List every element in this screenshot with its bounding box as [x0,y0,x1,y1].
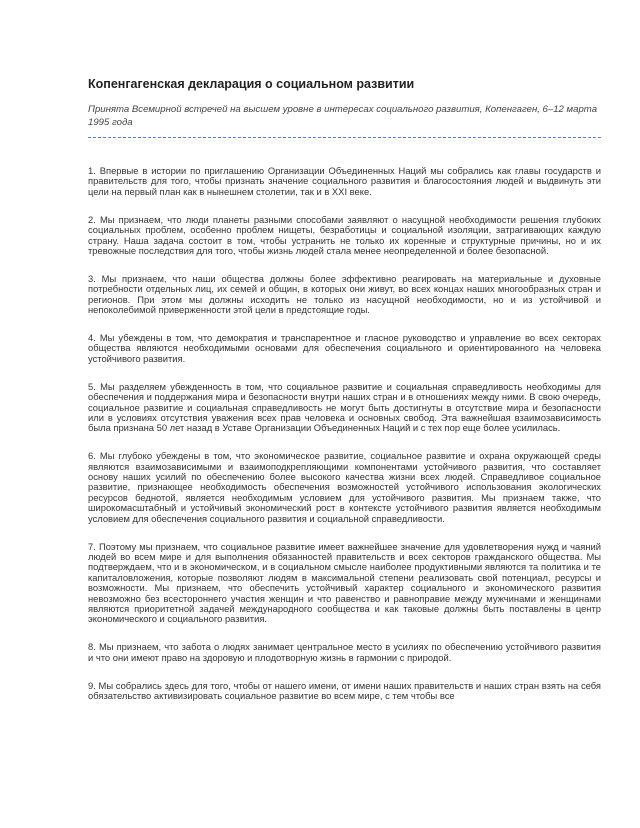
paragraph-3: 3. Мы признаем, что наши общества должны более эффективно реагировать на материальные и духовные потребности отдельных лиц, их семей и общин, в которых они живут, во всех концах наших многообразных стран и регионов. При этом мы должны исходить не только из насущной необходимости, но и из устойчивой и непоколебимой приверженности этой цели в предстоящие годы. [88,272,601,316]
dashed-divider [88,137,601,138]
paragraph-6: 6. Мы глубоко убеждены в том, что экономическое развитие, социальное развитие и охрана окружающей среды являются взаимозависимыми и взаимоподкрепляющими компонентами устойчивого развития, что составляет основу наших усилий по обеспечению более высокого качества жизни всех людей. Справедливое социальное развитие, признающее необходимость обеспечения возможностей устойчивого использования экологических ресурсов беднотой, является необходимым условием для устойчивого развития. Мы признаем также, что широкомасштабный и устойчивый экономический рост в контексте устойчивого развития является необходимым условием для обеспечения социального развития и социальной справедливости. [88,450,601,524]
document-page [88,76,601,719]
paragraph-2: 2. Мы признаем, что люди планеты разными способами заявляют о насущной необходимости решения глубоких социальных проблем, особенно проблем нищеты, безработицы и социальной изоляции, затрагивающих каждую страну. Наша задача состоит в том, чтобы устранить не только их коренные и структурные причины, но и их тревожные последствия для того, чтобы жизнь людей стала менее неопределенной и более безопасной. [88,213,601,256]
paragraph-8: 8. Мы признаем, что забота о людях занимает центральное место в усилиях по обеспечению устойчивого развития и что они имеют право на здоровую и плодотворную жизнь в гармонии с природой. [88,641,601,663]
paragraph-4: 4. Мы убеждены в том, что демократия и транспарентное и гласное руководство и управление во всех секторах общества являются необходимыми основами для обеспечения социального и ориентированного на человека устойчивого развития. [88,331,601,364]
document-subtitle: Принята Всемирной встречей на высшем уровне в интересах социального развития, Копенгаген, 6–12 марта 1995 года [88,104,598,128]
paragraph-7: 7. Поэтому мы признаем, что социальное развитие имеет важнейшее значение для удовлетворения нужд и чаяний людей во всем мире и для выполнения обязанностей правительств и всех секторов гражданского общества. Мы подтверждаем, что и в экономическом, и в социальном смысле наиболее продуктивными являются та политика и те капиталовложения, которые позволяют людям в максимальной степени реализовать свой потенциал, ресурсы и возможности. Мы признаем, что обеспечить устойчивый характер социального и экономического развития невозможно без всестороннего участия женщин и что равенство и равноправие между мужчинами и женщинами являются приоритетной задачей международного сообщества и как таковые должны быть поставлены в центр экономического и социального развития. [88,540,601,625]
paragraph-9: 9. Мы собрались здесь для того, чтобы от нашего имени, от имени наших правительств и наших стран взять на себя обязательство активизировать социальное развитие во всем мире, с тем чтобы все [88,679,601,702]
paragraph-5: 5. Мы разделяем убежденность в том, что социальное развитие и социальная справедливость необходимы для обеспечения и поддержания мира и безопасности внутри наших стран и в отношениях между ними. В свою очередь, социальное развитие и социальная справедливость не могут быть достигнуты в отсутствие мира и безопасности или в условиях отсутствия уважения всех прав человека и основных свобод. Эта важнейшая взаимозависимость была признана 50 лет назад в Уставе Организации Объединенных Наций и с тех пор еще более усилилась. [88,380,601,434]
paragraph-1: 1. Впервые в истории по приглашению Организации Объединенных Наций мы собрались как главы государств и правительств для того, чтобы признать значение социального развития и благосостояния людей и выдвинуть эти цели на первый план как в нынешнем столетии, так и в XXI веке. [88,165,601,197]
document-title: Копенгагенская декларация о социальном развитии [88,77,415,91]
